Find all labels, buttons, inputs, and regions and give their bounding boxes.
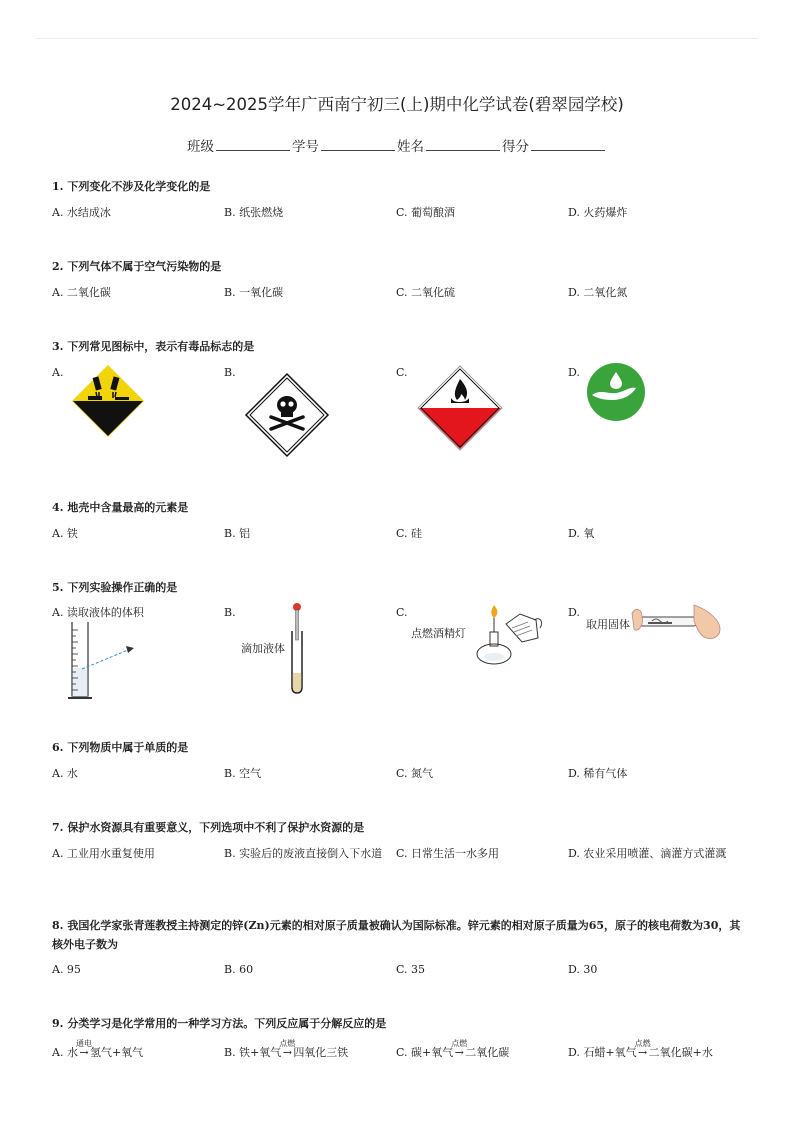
q9-d-reactants: 石蜡+氧气 [583, 1046, 637, 1059]
q9-b-letter: B. [224, 1046, 236, 1059]
test-tube-solid-illustration [632, 603, 724, 645]
q9-c-arrow: 点燃 → [453, 1044, 465, 1061]
q6-option-b[interactable]: B. 空气 [224, 767, 262, 780]
q1-option-b[interactable]: B. 纸张燃烧 [224, 206, 284, 219]
question-7-stem: 7. 保护水资源具有重要意义，下列选项中不利了保护水资源的是 [52, 821, 365, 834]
student-info-line [0, 135, 794, 155]
question-3-stem: 3. 下列常见图标中，表示有毒品标志的是 [52, 340, 255, 353]
q1-option-c[interactable]: C. 葡萄酿酒 [396, 206, 456, 219]
question-2-stem: 2. 下列气体不属于空气污染物的是 [52, 260, 222, 273]
q9-b-reactants: 铁+氧气 [239, 1046, 282, 1059]
q9-b-arrow: 点燃 → [281, 1044, 293, 1061]
q9-a-arrow: 通电 → [78, 1044, 90, 1061]
q7-option-d[interactable]: D. 农业采用喷灌、滴灌方式灌溉 [568, 847, 727, 860]
q4-option-d[interactable]: D. 氧 [568, 527, 595, 540]
q9-d-products: 二氧化碳+水 [648, 1046, 713, 1059]
q7-option-c[interactable]: C. 日常生活一水多用 [396, 847, 500, 860]
q3-option-d[interactable]: D. [568, 366, 580, 379]
water-saving-sign-icon[interactable] [586, 362, 646, 422]
q5-option-b[interactable]: B. [224, 606, 236, 619]
question-5-stem: 5. 下列实验操作正确的是 [52, 581, 178, 594]
q9-a-reactants: 水 [66, 1046, 78, 1059]
q3-option-c[interactable]: C. [396, 366, 408, 379]
question-1-stem: 1. 下列变化不涉及化学变化的是 [52, 180, 211, 193]
name-label: 姓名 [397, 139, 424, 155]
q9-d-letter: D. [568, 1046, 580, 1059]
q4-option-b[interactable]: B. 铝 [224, 527, 251, 540]
q9-option-a[interactable] [52, 1039, 222, 1061]
q1-option-a[interactable]: A. 水结成冰 [52, 206, 111, 219]
toxic-skull-sign-icon[interactable] [245, 373, 329, 457]
question-9-stem: 9. 分类学习是化学常用的一种学习方法。下列反应属于分解反应的是 [52, 1017, 387, 1030]
q7-option-a[interactable]: A. 工业用水重复使用 [52, 847, 155, 860]
flammable-solid-sign-icon[interactable] [417, 365, 503, 451]
q5-option-c[interactable]: C. [396, 606, 408, 619]
corrosive-sign-icon[interactable] [72, 365, 144, 437]
score-blank[interactable] [531, 138, 605, 151]
q9-option-b[interactable] [224, 1039, 394, 1061]
q5-d-caption: 取用固体 [586, 618, 630, 631]
q5-b-caption: 滴加液体 [241, 642, 285, 655]
question-6-stem: 6. 下列物质中属于单质的是 [52, 741, 189, 754]
q4-option-c[interactable]: C. 硅 [396, 527, 423, 540]
q9-c-reactants: 碳+氧气 [411, 1046, 454, 1059]
alcohol-lamp-illustration [476, 602, 546, 666]
q8-option-c[interactable]: C. 35 [396, 963, 426, 976]
q4-option-a[interactable]: A. 铁 [52, 527, 78, 540]
score-label: 得分 [502, 139, 529, 155]
q6-option-d[interactable]: D. 稀有气体 [568, 767, 628, 780]
q2-option-d[interactable]: D. 二氧化氮 [568, 286, 628, 299]
q9-d-condition: 点燃 [634, 1039, 651, 1048]
q9-c-products: 二氧化碳 [465, 1046, 510, 1059]
q3-option-a[interactable]: A. [52, 366, 64, 379]
q9-a-letter: A. [52, 1046, 64, 1059]
id-label: 学号 [292, 139, 319, 155]
q9-c-letter: C. [396, 1046, 408, 1059]
q9-option-d[interactable] [568, 1039, 748, 1061]
q9-b-condition: 点燃 [279, 1039, 296, 1048]
q5-option-a[interactable]: A. 读取液体的体积 [52, 606, 144, 619]
q9-option-c[interactable] [396, 1039, 566, 1061]
q3-option-b[interactable]: B. [224, 366, 236, 379]
q2-option-b[interactable]: B. 一氧化碳 [224, 286, 284, 299]
q8-option-a[interactable]: A. 95 [52, 963, 81, 976]
q5-option-d[interactable]: D. [568, 606, 580, 619]
page-title: 2024~2025学年广西南宁初三(上)期中化学试卷(碧翠园学校) [170, 95, 624, 114]
question-4-stem: 4. 地壳中含量最高的元素是 [52, 501, 189, 514]
q9-a-products: 氢气+氧气 [89, 1046, 144, 1059]
q2-option-c[interactable]: C. 二氧化硫 [396, 286, 456, 299]
top-divider [36, 38, 758, 39]
q5-c-caption: 点燃酒精灯 [411, 627, 466, 640]
graduated-cylinder-reading-illustration [66, 620, 146, 702]
q7-option-b[interactable]: B. 实验后的废液直接倒入下水道 [224, 847, 383, 860]
id-blank[interactable] [321, 138, 395, 151]
q2-option-a[interactable]: A. 二氧化碳 [52, 286, 111, 299]
q9-b-products: 四氧化三铁 [293, 1046, 349, 1059]
name-blank[interactable] [426, 138, 500, 151]
question-8-stem: 8. 我国化学家张青莲教授主持测定的锌(Zn)元素的相对原子质量被确认为国际标准。锌元素的相对原子质量为65，原子的核电荷数为30，其核外电子数为 [52, 919, 741, 951]
q6-option-a[interactable]: A. 水 [52, 767, 78, 780]
dropper-test-tube-illustration [284, 601, 310, 697]
q6-option-c[interactable]: C. 氮气 [396, 767, 434, 780]
q9-c-condition: 点燃 [451, 1039, 468, 1048]
q8-option-b[interactable]: B. 60 [224, 963, 254, 976]
q1-option-d[interactable]: D. 火药爆炸 [568, 206, 628, 219]
q8-option-d[interactable]: D. 30 [568, 963, 598, 976]
class-blank[interactable] [216, 138, 290, 151]
class-label: 班级 [187, 139, 214, 155]
q9-a-condition: 通电 [75, 1039, 92, 1048]
q9-d-arrow: 点燃 → [637, 1044, 649, 1061]
